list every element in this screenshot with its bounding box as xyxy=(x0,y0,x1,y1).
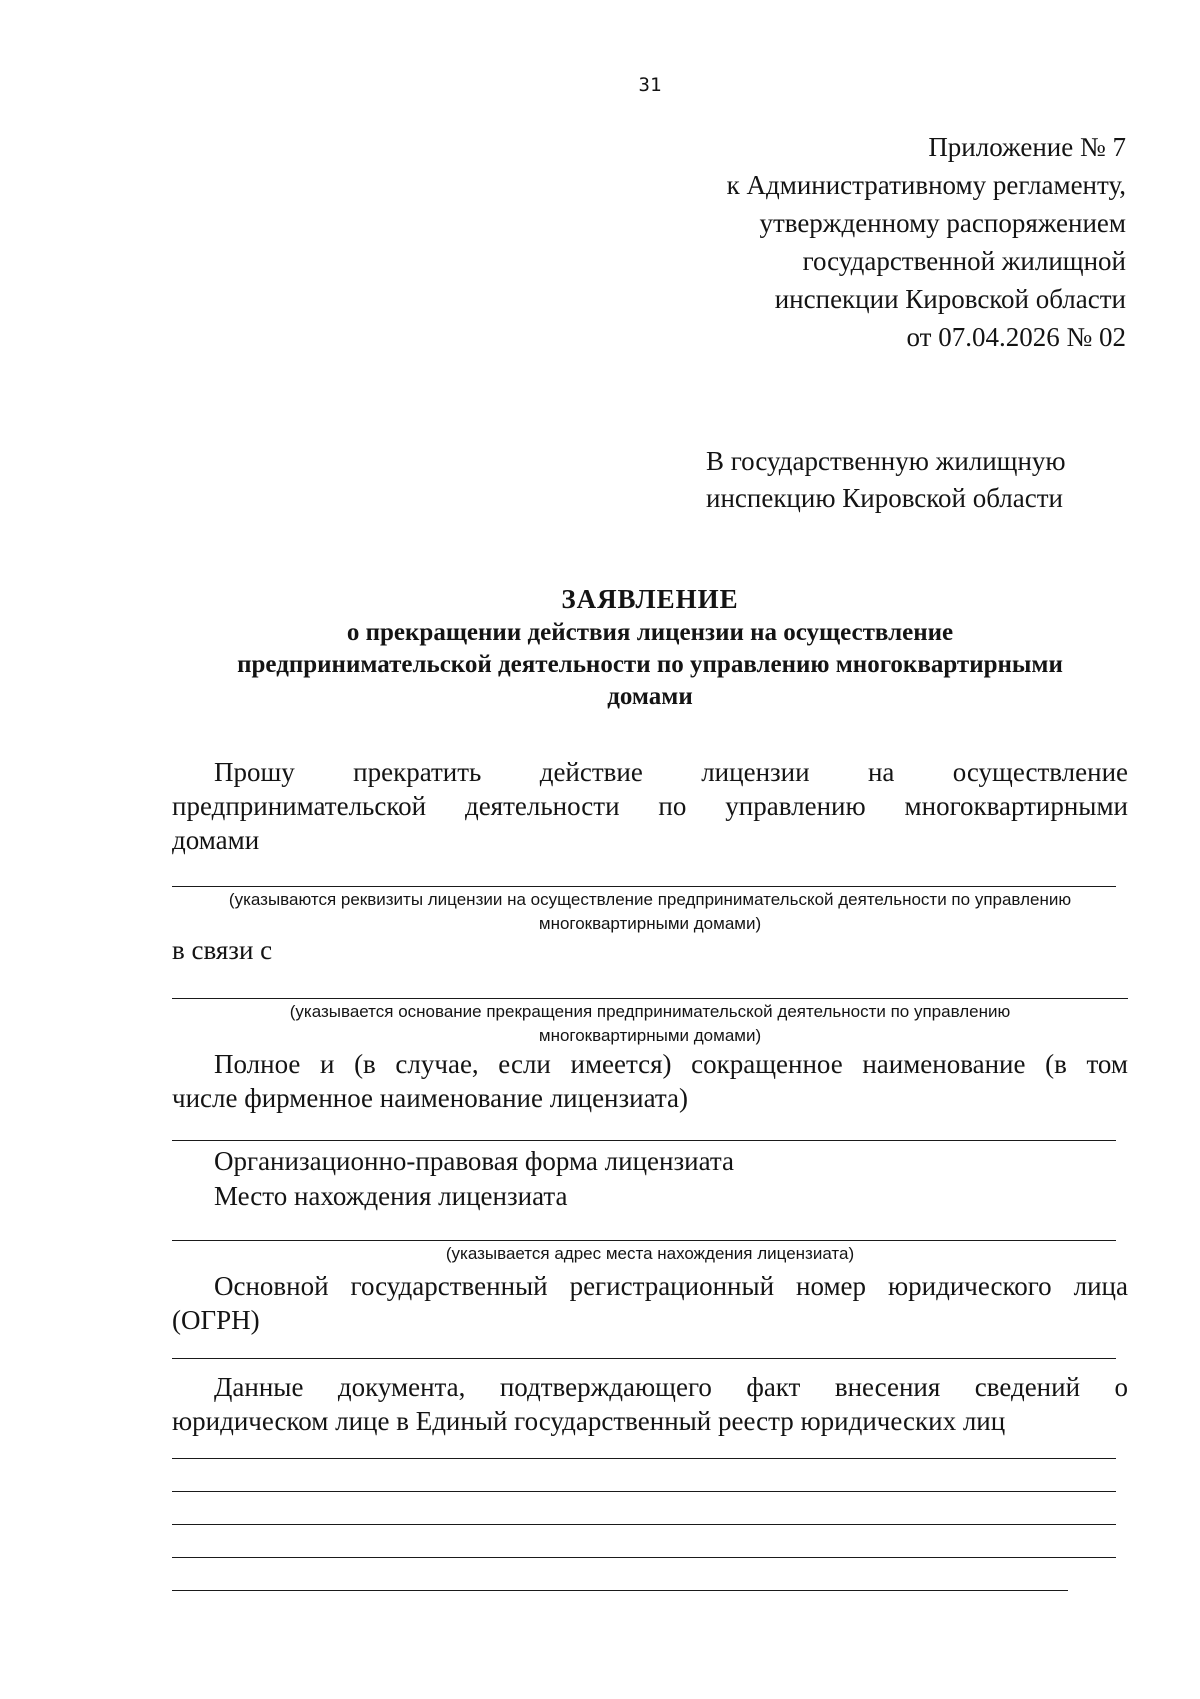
egrul-field-line[interactable] xyxy=(172,1557,1116,1558)
hint-line: (указываются реквизиты лицензии на осуществление предпринимательской деятельности по управлению xyxy=(228,890,1072,909)
reason-hint xyxy=(172,1000,1128,1048)
egrul-line: юридическом лице в Единый государственный реестр юридических лиц xyxy=(172,1406,1006,1436)
address-hint: (указывается адрес места нахождения лицензиата) xyxy=(445,1244,855,1263)
request-line: Прошу прекратить действие лицензии на осуществление xyxy=(214,757,1128,787)
request-paragraph xyxy=(172,755,1128,857)
license-details-hint xyxy=(172,888,1128,936)
addressee-block xyxy=(706,443,1066,517)
request-line: домами xyxy=(172,825,260,855)
addressee-line: В государственную жилищную xyxy=(706,446,1066,476)
appendix-header xyxy=(727,128,1126,356)
appendix-line: государственной жилищной xyxy=(802,246,1126,276)
hint-line: многоквартирными домами) xyxy=(538,914,762,933)
ogrn-paragraph xyxy=(172,1269,1128,1337)
document-title xyxy=(172,583,1128,713)
egrul-field-line[interactable] xyxy=(172,1590,1068,1591)
ogrn-line: (ОГРН) xyxy=(172,1305,260,1335)
egrul-field-line[interactable] xyxy=(172,1524,1116,1525)
request-line: предпринимательской деятельности по управлению многоквартирными xyxy=(172,791,1128,821)
full-name-line: Полное и (в случае, если имеется) сокращенное наименование (в том xyxy=(214,1049,1128,1079)
reason-field[interactable] xyxy=(172,998,1128,999)
egrul-line: Данные документа, подтверждающего факт внесения сведений о xyxy=(214,1372,1128,1402)
appendix-line: от 07.04.2026 № 02 xyxy=(906,322,1126,352)
location-label: Место нахождения лицензиата xyxy=(214,1181,568,1211)
reason-label: в связи с xyxy=(172,935,273,965)
addressee-line: инспекцию Кировской области xyxy=(706,483,1063,513)
egrul-field-line[interactable] xyxy=(172,1458,1116,1459)
full-name-line: числе фирменное наименование лицензиата) xyxy=(172,1083,689,1113)
legal-form-label: Организационно-правовая форма лицензиата xyxy=(214,1146,734,1176)
title-line: предпринимательской деятельности по управлению многоквартирными xyxy=(237,651,1063,678)
ogrn-line: Основной государственный регистрационный номер юридического лица xyxy=(214,1271,1128,1301)
title-line: о прекращении действия лицензии на осуществление xyxy=(346,619,954,646)
egrul-field-line[interactable] xyxy=(172,1491,1116,1492)
egrul-paragraph xyxy=(172,1370,1128,1438)
appendix-line: утвержденному распоряжением xyxy=(759,208,1126,238)
license-details-field[interactable] xyxy=(172,886,1116,887)
hint-line: (указывается основание прекращения предпринимательской деятельности по управлению xyxy=(289,1002,1011,1021)
full-name-paragraph xyxy=(172,1047,1128,1115)
page-number: 31 xyxy=(638,74,662,96)
full-name-field[interactable] xyxy=(172,1140,1116,1141)
appendix-line: Приложение № 7 xyxy=(928,132,1126,162)
appendix-line: инспекции Кировской области xyxy=(774,284,1126,314)
address-field[interactable] xyxy=(172,1240,1116,1241)
ogrn-field[interactable] xyxy=(172,1358,1116,1359)
appendix-line: к Административному регламенту, xyxy=(726,170,1126,200)
hint-line: многоквартирными домами) xyxy=(538,1026,762,1045)
title-main: ЗАЯВЛЕНИЕ xyxy=(561,584,739,614)
title-line: домами xyxy=(607,683,693,710)
